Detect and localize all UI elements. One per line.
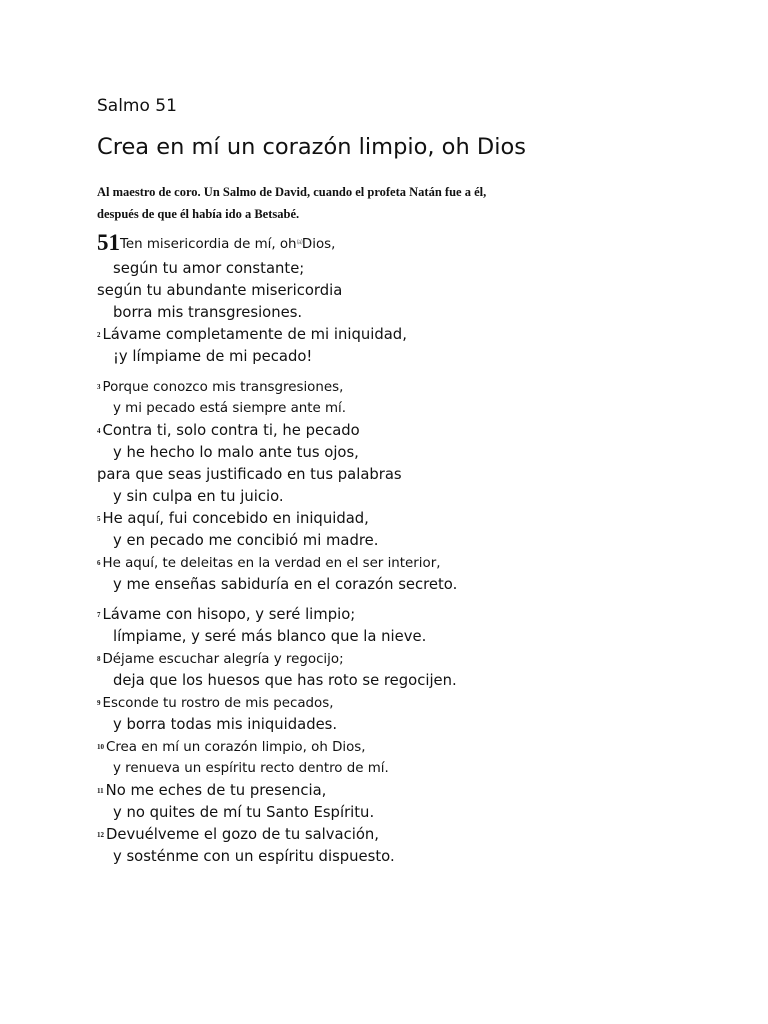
chapter-number: 51 — [97, 230, 120, 255]
verse-number: 3 — [97, 383, 101, 391]
superscription-line-1: Al maestro de coro. Un Salmo de David, cuando el profeta Natán fue a él, — [97, 185, 487, 199]
superscription — [97, 181, 517, 225]
page-title: Crea en mí un corazón limpio, oh Dios — [97, 134, 526, 160]
verse-1-line-c: según tu abundante misericordia — [97, 282, 343, 299]
verse-2-line-b: ¡y límpiame de mi pecado! — [113, 348, 313, 365]
verse-number: 8 — [97, 655, 101, 663]
verse-11-line-b: y no quites de mí tu Santo Espíritu. — [113, 804, 375, 821]
footnote-marker[interactable]: (a) — [296, 239, 302, 246]
verse-4-line-b: y he hecho lo malo ante tus ojos, — [113, 444, 359, 461]
verse-3-line-a: 3 Porque conozco mis transgresiones, — [97, 380, 344, 395]
verse-4-line-c: para que seas justificado en tus palabras — [97, 466, 402, 483]
verse-10-line-b: y renueva un espíritu recto dentro de mí. — [113, 761, 389, 776]
stanza-gap — [97, 368, 737, 376]
verse-number: 9 — [97, 699, 101, 707]
verse-1-line-d: borra mis transgresiones. — [113, 304, 303, 321]
verse-10-line-a: 10 Crea en mí un corazón limpio, oh Dios, — [97, 740, 366, 755]
verse-6-line-b: y me enseñas sabiduría en el corazón secreto. — [113, 576, 458, 593]
verse-number: 2 — [97, 331, 101, 339]
verse-7-line-a: 7 Lávame con hisopo, y seré limpio; — [97, 606, 356, 623]
verse-4-line-a: 4 Contra ti, solo contra ti, he pecado — [97, 422, 360, 439]
verse-7-line-b: límpiame, y seré más blanco que la nieve. — [113, 628, 427, 645]
verse-9-line-a: 9 Esconde tu rostro de mis pecados, — [97, 696, 334, 711]
verse-12-line-b: y sosténme con un espíritu dispuesto. — [113, 848, 395, 865]
verse-6-line-a: 6 He aquí, te deleitas en la verdad en el ser interior, — [97, 556, 441, 571]
verse-number: 4 — [97, 427, 101, 435]
verse-number: 11 — [97, 787, 104, 795]
psalm-label: Salmo 51 — [97, 96, 177, 116]
psalm-text — [97, 228, 737, 868]
verse-5-line-b: y en pecado me concibió mi madre. — [113, 532, 379, 549]
verse-5-line-a: 5 He aquí, fui concebido en iniquidad, — [97, 510, 369, 527]
superscription-line-2: después de que él había ido a Betsabé. — [97, 207, 300, 221]
verse-1-text-end: Dios, — [301, 237, 336, 252]
verse-9-line-b: y borra todas mis iniquidades. — [113, 716, 338, 733]
verse-1-line-b: según tu amor constante; — [113, 260, 305, 277]
verse-8-line-a: 8 Déjame escuchar alegría y regocijo; — [97, 652, 344, 667]
verse-8-line-b: deja que los huesos que has roto se regocijen. — [113, 672, 457, 689]
verse-12-line-a: 12 Devuélveme el gozo de tu salvación, — [97, 826, 379, 843]
verse-11-line-a: 11 No me eches de tu presencia, — [97, 782, 327, 799]
verse-number: 10 — [97, 743, 104, 751]
verse-number: 12 — [97, 831, 104, 839]
verse-4-line-d: y sin culpa en tu juicio. — [113, 488, 284, 505]
stanza-gap — [97, 596, 737, 604]
verse-2-line-a: 2 Lávame completamente de mi iniquidad, — [97, 326, 407, 343]
verse-number: 6 — [97, 559, 101, 567]
verse-number: 7 — [97, 611, 101, 619]
verse-number: 5 — [97, 515, 101, 523]
verse-1-text: Ten misericordia de mí, oh — [120, 237, 297, 252]
verse-1-line-a — [97, 228, 737, 258]
verse-3-line-b: y mi pecado está siempre ante mí. — [113, 401, 347, 416]
